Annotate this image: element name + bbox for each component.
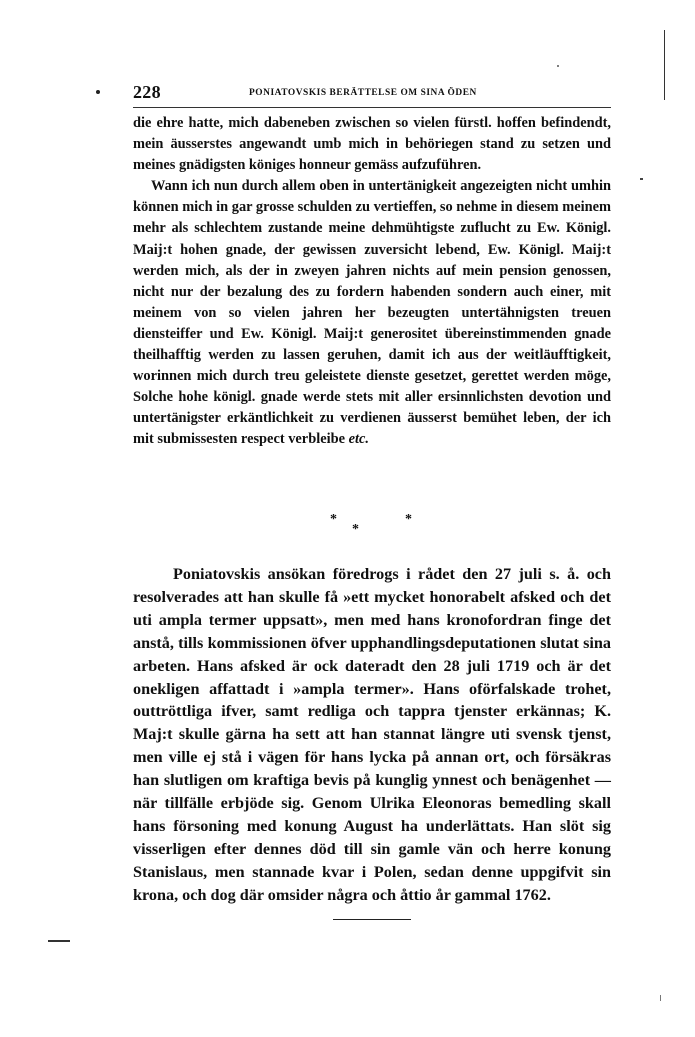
- header-rule: [133, 107, 611, 108]
- closing-rule: [333, 919, 411, 920]
- swedish-commentary-text: [133, 563, 611, 907]
- swedish-paragraph: Poniatovskis ansökan föredrogs i rådet den 27 juli s. å. och resolverades att han skulle få »ett mycket honorabelt afsked och det uti ampla termer uppsatt», men med hans kronofordran finge det anstå, tills kommissionen öfver upphandlingsdeputationen slutat sina arbeten. Hans afsked är ock dateradt den 28 juli 1719 och är det onekligen affattadt i »ampla termer». Hans oförfalskade trohet, outtröttliga ifver, samt redliga och tappra tjenster erkännas; K. Maj:t skulle gärna ha sett att han stannat längre uti svensk tjenst, men ville ej stå i vägen för hans lycka på annan ort, och försäkras han slutligen om kraftiga bevis på kunglig ynnest och benägenhet — när tillfälle erbjöde sig. Genom Ulrika Eleonoras bemedling skall hans försoning med konung August ha underlättats. Han slöt sig visserligen efter dennes död till sin gamle vän och herre konung Stanislaus, men stannade kvar i Polen, sedan denne uppgifvit sin krona, och dog där omsider några och åttio år gammal 1762.: [133, 565, 611, 904]
- asterisk: *: [330, 512, 337, 527]
- margin-speck: [557, 65, 559, 67]
- asterisk: *: [405, 512, 412, 527]
- scan-edge-mark: [660, 995, 661, 1001]
- closing-abbreviation: etc.: [348, 431, 369, 448]
- scan-edge-mark: [48, 940, 70, 942]
- german-paragraph-2-body: Wann ich nun durch allem oben in untertänigkeit angezeigten nicht umhin können mich in gar grosse schulden zu vertieffen, so nehme in diesem meinem mehr als schlechtem zustande meine dehmühtigste zuflucht zu Ew. Königl. Maij:t hohen gnade, der gewissen zuversicht lebend, Ew. Königl. Maij:t werden mich, als der in zweyen jahren nichts auf mein pension genossen, nicht nur der bezalung des zu fordern habenden sondern auch einer, mit meinem von so vielen jahren her bezeugten untertähnigsten treuen diensteiffer und Ew. Königl. Maij:t generositet übereinstimmenden gnade theilhafftig werden zu lassen geruhen, damit ich aus der weitläufftigkeit, worinnen mich durch treu geleistete dienste gesetzet, gerettet werden möge, Solche hohe königl. gnade werde stets mit aller ersinnlichsten devotion und untertänigster erkäntlichkeit zu verdienen äusserst bemühet leben, der ich mit submissesten respect verbleibe: [133, 178, 611, 448]
- running-head: PONIATOVSKIS BERÄTTELSE OM SINA ÖDEN: [249, 88, 477, 98]
- section-break-asterism: [330, 512, 430, 552]
- margin-dot: [96, 90, 100, 94]
- german-paragraph-2: [133, 176, 611, 450]
- page-number: 228: [133, 82, 161, 102]
- german-letter-text: [133, 113, 611, 451]
- asterisk: *: [352, 522, 359, 537]
- margin-tick: [640, 178, 643, 180]
- page-header: [133, 82, 611, 104]
- scan-edge-mark: [664, 30, 665, 100]
- german-paragraph-1: die ehre hatte, mich dabeneben zwischen so vielen fürstl. hoffen befindendt, mein äusserstes angewandt umb mich in behöriegen stand zu setzen und meines gnädigsten königes honneur gemäss aufzuführen.: [133, 115, 611, 174]
